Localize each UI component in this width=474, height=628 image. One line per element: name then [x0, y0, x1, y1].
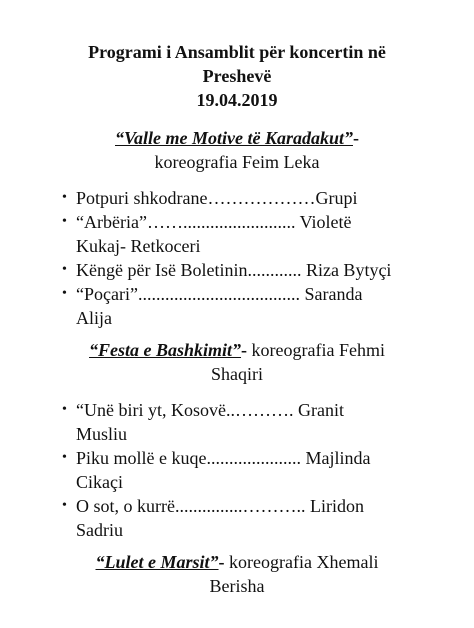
section-3-dash: -: [218, 552, 225, 572]
section-1-heading: [20, 126, 454, 150]
program-title-line1: Programi i Ansamblit për koncertin në: [88, 42, 386, 62]
item-text: “Poçari”.................................... Saranda: [76, 284, 363, 304]
section-1-choreography: koreografia Feim Leka: [154, 152, 320, 172]
section-2-choreographer: Shaqiri: [211, 364, 263, 384]
section-1-name: “Valle me Motive të Karadakut”: [115, 128, 353, 148]
bullet-icon: •: [62, 190, 67, 205]
section-2-heading: [20, 338, 454, 362]
program-date: 19.04.2019: [196, 90, 278, 110]
bullet-icon: •: [62, 498, 67, 513]
item-text: Potpuri shkodrane………………Grupi: [76, 188, 358, 208]
section-3-choreography: koreografia Xhemali: [224, 552, 379, 572]
section-3-name: “Lulet e Marsit”: [95, 552, 219, 572]
section-2-choreography: koreografia Fehmi: [247, 340, 385, 360]
list-item: [62, 446, 422, 494]
list-item: [62, 186, 422, 210]
item-text-cont: Musliu: [76, 424, 128, 444]
item-text: “Unë biri yt, Kosovë..………. Granit: [76, 400, 344, 420]
item-text-cont: Alija: [76, 308, 112, 328]
item-text: Piku mollë e kuqe..................... Majlinda: [76, 448, 371, 468]
program-title-line2: Preshevë: [202, 66, 272, 86]
section-1-list: [62, 186, 422, 330]
section-3-choreographer: Berisha: [209, 576, 265, 596]
bullet-icon: •: [62, 262, 67, 277]
item-text-cont: Kukaj- Retkoceri: [76, 236, 201, 256]
section-2-list: [62, 398, 422, 542]
section-1-dash: -: [353, 128, 359, 148]
bullet-icon: •: [62, 286, 67, 301]
list-item: [62, 494, 422, 542]
list-item: [62, 282, 422, 330]
list-item: [62, 210, 422, 258]
bullet-icon: •: [62, 450, 67, 465]
bullet-icon: •: [62, 402, 67, 417]
item-text-cont: Sadriu: [76, 520, 123, 540]
item-text: Këngë për Isë Boletinin............ Riza Bytyçi: [76, 260, 392, 280]
list-item: [62, 398, 422, 446]
list-item: [62, 258, 422, 282]
section-2-name: “Festa e Bashkimit”: [89, 340, 242, 360]
section-2-dash: -: [241, 340, 248, 360]
item-text: “Arbëria”……......................... Violetë: [76, 212, 352, 232]
item-text: O sot, o kurrë...............……….. Liridon: [76, 496, 364, 516]
item-text-cont: Cikaçi: [76, 472, 123, 492]
bullet-icon: •: [62, 214, 67, 229]
section-3-heading: [20, 550, 454, 574]
